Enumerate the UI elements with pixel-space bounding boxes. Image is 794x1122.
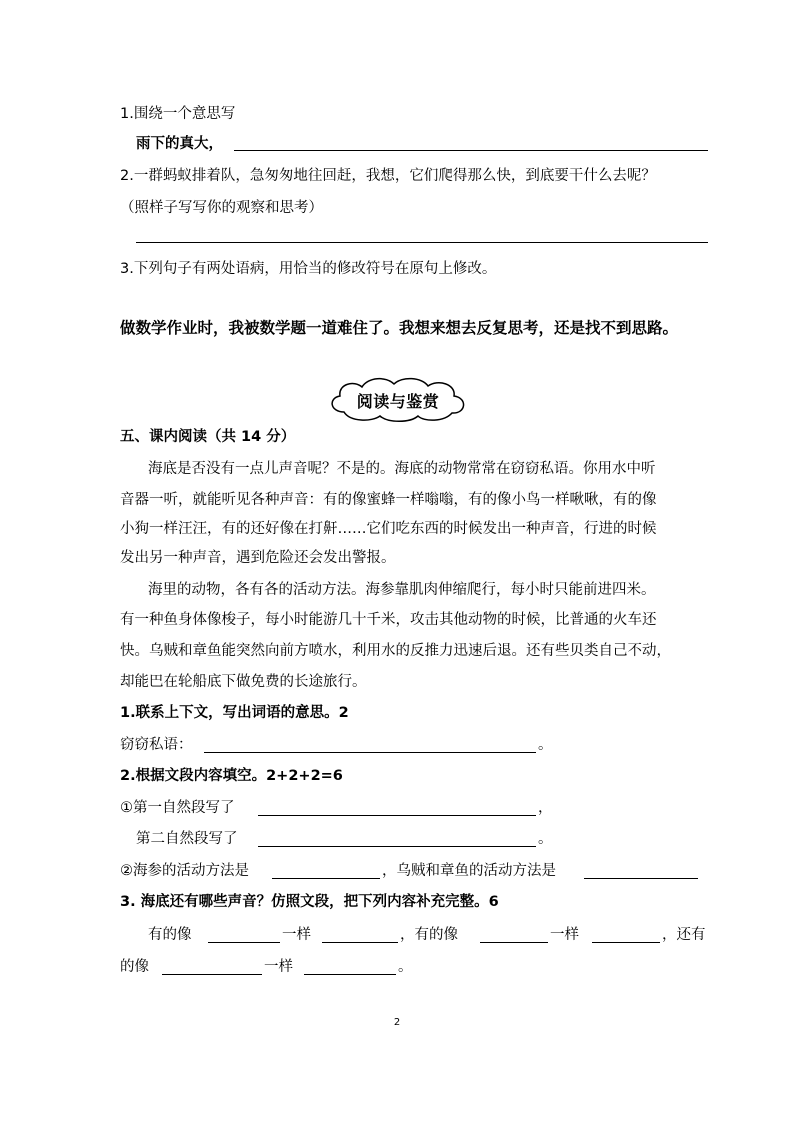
p1-line: 小狗一样汪汪，有的还好像在打鼾……它们吃东西的时候发出一种声音，行进的时候: [120, 521, 657, 537]
sq2-line1: ①第一自然段写了: [120, 800, 235, 816]
sq1-answer-line[interactable]: [204, 752, 536, 753]
sq2-line3b: ，乌贼和章鱼的活动方法是: [382, 863, 556, 879]
p2-line: 却能巴在轮船底下做免费的长途旅行。: [120, 674, 367, 690]
q1-label: 1.围绕一个意思写: [120, 106, 236, 122]
sq2-answer-line-1[interactable]: [258, 815, 536, 816]
sq2-answer-line-4[interactable]: [584, 878, 698, 879]
sq2-answer-line-2[interactable]: [258, 846, 536, 847]
p1-line: 发出另一种声音，遇到危险还会发出警报。: [120, 550, 396, 566]
page-number: 2: [393, 1017, 401, 1028]
sq1-term: 窃窃私语：: [120, 737, 193, 753]
sq3-e: ，还有: [662, 927, 706, 943]
sq3-g: 一样: [264, 959, 293, 975]
sq1-end: 。: [538, 737, 553, 753]
q1-answer-line[interactable]: [234, 150, 708, 151]
sq3-blank-2[interactable]: [322, 942, 398, 943]
sq2-line2: 第二自然段写了: [136, 831, 238, 847]
sq2-title: 2.根据文段内容填空。2+2+2=6: [120, 768, 343, 784]
sq3-c: ，有的像: [400, 927, 458, 943]
sq3-blank-6[interactable]: [304, 974, 396, 975]
section-badge: [324, 374, 472, 424]
sq2-line2-end: 。: [538, 831, 553, 847]
sq3-a: 有的像: [148, 927, 192, 943]
section5-title: 五、课内阅读（共 14 分）: [120, 429, 296, 445]
p1-line: 音器一听，就能听见各种声音：有的像蜜蜂一样嗡嗡，有的像小鸟一样啾啾，有的像: [120, 492, 657, 508]
p1-line: 海底是否没有一点儿声音呢？不是的。海底的动物常常在窃窃私语。你用水中听: [148, 461, 656, 477]
sq3-title: 3. 海底还有哪些声音？仿照文段，把下列内容补充完整。6: [120, 894, 499, 910]
p2-line: 快。乌贼和章鱼能突然向前方喷水，利用水的反推力迅速后退。还有些贝类自己不动，: [120, 643, 671, 659]
sq2-answer-line-3[interactable]: [272, 878, 380, 879]
sq3-blank-3[interactable]: [480, 942, 548, 943]
sq3-d: 一样: [550, 927, 579, 943]
sq3-b: 一样: [282, 927, 311, 943]
q2-answer-line[interactable]: [136, 242, 708, 243]
sq2-line1-end: ，: [538, 800, 553, 816]
sq2-line3a: ②海参的活动方法是: [120, 863, 249, 879]
p2-line: 有一种鱼身体像梭子，每小时能游几十千米，攻击其他动物的时候，比普通的火车还: [120, 612, 657, 628]
q3-label: 3.下列句子有两处语病，用恰当的修改符号在原句上修改。: [120, 261, 497, 277]
p2-line: 海里的动物，各有各的活动方法。海参靠肌肉伸缩爬行，每小时只能前进四米。: [148, 582, 656, 598]
q2-note: （照样子写写你的观察和思考）: [120, 200, 323, 216]
sq3-f: 的像: [120, 959, 149, 975]
sq3-blank-4[interactable]: [592, 942, 660, 943]
sq1-title: 1.联系上下文，写出词语的意思。2: [120, 705, 349, 721]
q2-label: 2.一群蚂蚁排着队，急匆匆地往回赶，我想，它们爬得那么快，到底要干什么去呢？: [120, 168, 656, 184]
q1-prompt: 雨下的真大，: [136, 136, 223, 152]
sq3-blank-1[interactable]: [208, 942, 280, 943]
sq3-h: 。: [398, 959, 413, 975]
sq3-blank-5[interactable]: [162, 974, 262, 975]
section-badge-text: 阅读与鉴赏: [356, 392, 440, 411]
q3-sentence: 做数学作业时，我被数学题一道难住了。我想来想去反复思考，还是找不到思路。: [120, 319, 679, 337]
